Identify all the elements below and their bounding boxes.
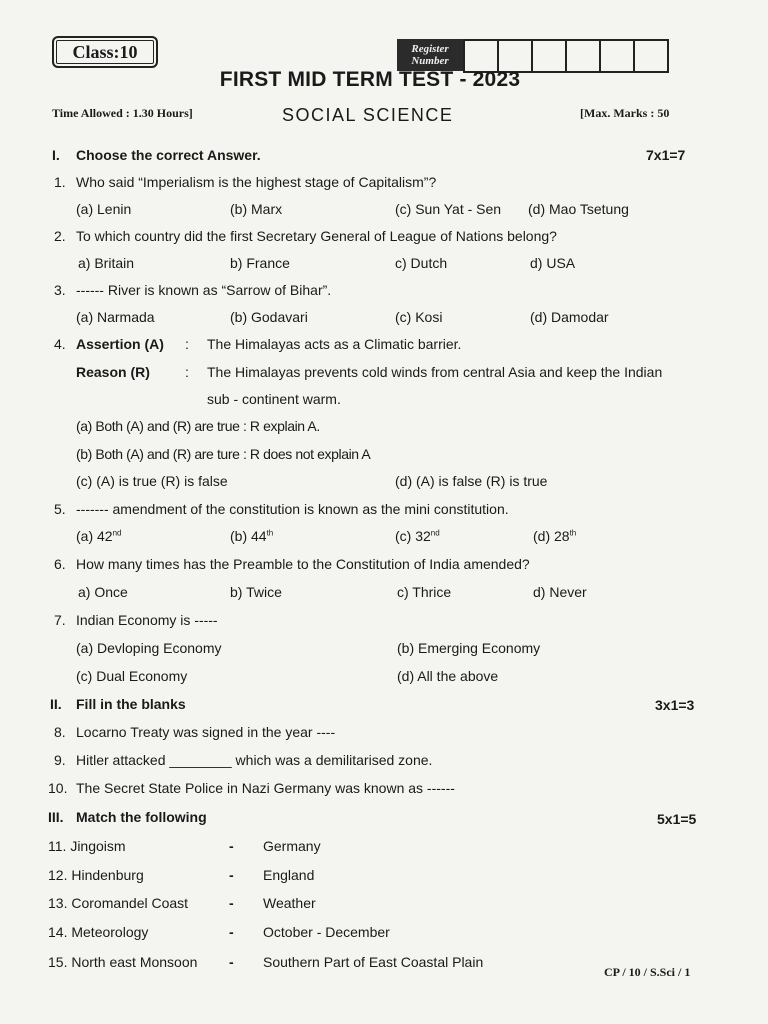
- section-3-title: Match the following: [76, 809, 207, 825]
- q6-option-c: c) Thrice: [397, 584, 452, 600]
- q4-assertion-label: Assertion (A): [76, 336, 164, 352]
- section-1-title: Choose the correct Answer.: [76, 147, 261, 163]
- match-right-item: Weather: [263, 895, 316, 911]
- register-cell: [463, 41, 497, 71]
- q2-number: 2.: [54, 228, 66, 244]
- q2-text: To which country did the first Secretary General of League of Nations belong?: [76, 228, 557, 244]
- match-dash: -: [229, 867, 234, 883]
- q9-number: 9.: [54, 752, 66, 768]
- q10-number: 10.: [48, 780, 68, 796]
- q2-option-a: a) Britain: [78, 255, 135, 271]
- q2-option-b: b) France: [230, 255, 290, 271]
- q7-option-c: (c) Dual Economy: [76, 668, 188, 684]
- q1-number: 1.: [54, 174, 66, 190]
- q1-option-b: (b) Marx: [230, 201, 283, 217]
- q7-option-b: (b) Emerging Economy: [397, 640, 541, 656]
- register-cell: [633, 41, 667, 71]
- match-left-item: 13. Coromandel Coast: [48, 895, 189, 911]
- q3-option-a: (a) Narmada: [76, 309, 155, 325]
- q1-option-a: (a) Lenin: [76, 201, 132, 217]
- q4-reason-label: Reason (R): [76, 364, 150, 380]
- match-right-item: England: [263, 867, 315, 883]
- q4-reason-colon: :: [185, 364, 189, 380]
- q9-text: Hitler attacked ________ which was a demilitarised zone.: [76, 752, 433, 768]
- q3-option-c: (c) Kosi: [395, 309, 443, 325]
- q7-option-d: (d) All the above: [397, 668, 499, 684]
- q10-text: The Secret State Police in Nazi Germany was known as ------: [76, 780, 455, 796]
- q3-text: ------ River is known as “Sarrow of Bihar”.: [76, 282, 332, 298]
- section-2-marks: 3x1=3: [655, 697, 695, 713]
- q7-text: Indian Economy is -----: [76, 612, 218, 628]
- class-label: Class:10: [72, 41, 138, 62]
- match-dash: -: [229, 924, 234, 940]
- section-3-number: III.: [48, 809, 64, 825]
- register-cell: [599, 41, 633, 71]
- q3-option-d: (d) Damodar: [530, 309, 609, 325]
- q8-text: Locarno Treaty was signed in the year ----: [76, 724, 336, 740]
- exam-title: FIRST MID TERM TEST - 2023: [219, 68, 521, 91]
- section-3-marks: 5x1=5: [657, 811, 697, 827]
- match-right-item: Germany: [263, 838, 321, 854]
- class-box: [52, 36, 158, 68]
- q4-option-c: (c) (A) is true (R) is false: [76, 473, 228, 489]
- subject-title: SOCIAL SCIENCE: [282, 105, 454, 125]
- q3-option-b: (b) Godavari: [230, 309, 308, 325]
- q7-number: 7.: [54, 612, 66, 628]
- match-right-item: Southern Part of East Coastal Plain: [263, 954, 484, 970]
- match-left-item: 11. Jingoism: [48, 838, 126, 854]
- q1-option-c: (c) Sun Yat - Sen: [395, 201, 502, 217]
- q4-reason-text: The Himalayas prevents cold winds from central Asia and keep the Indian: [207, 364, 663, 380]
- q5-option-c: (c) 32nd: [395, 528, 440, 544]
- time-allowed: Time Allowed : 1.30 Hours]: [52, 106, 193, 120]
- section-2-number: II.: [50, 696, 62, 712]
- q8-number: 8.: [54, 724, 66, 740]
- q5-option-d: (d) 28th: [533, 528, 577, 544]
- q4-number: 4.: [54, 336, 66, 352]
- q4-option-d: (d) (A) is false (R) is true: [395, 473, 548, 489]
- q5-option-a: (a) 42nd: [76, 528, 122, 544]
- q6-text: How many times has the Preamble to the Constitution of India amended?: [76, 556, 530, 572]
- register-cell: [531, 41, 565, 71]
- q4-option-b: (b) Both (A) and (R) are ture : R does not explain A: [76, 446, 371, 462]
- match-dash: -: [229, 838, 234, 854]
- match-left-item: 12. Hindenburg: [48, 867, 144, 883]
- q5-text: ------- amendment of the constitution is known as the mini constitution.: [76, 501, 509, 517]
- section-2-title: Fill in the blanks: [76, 696, 186, 712]
- q4-assertion-text: The Himalayas acts as a Climatic barrier.: [207, 336, 462, 352]
- q6-number: 6.: [54, 556, 66, 572]
- q4-assertion-colon: :: [185, 336, 189, 352]
- q3-number: 3.: [54, 282, 66, 298]
- q1-text: Who said “Imperialism is the highest stage of Capitalism”?: [76, 174, 437, 190]
- match-left-item: 15. North east Monsoon: [48, 954, 198, 970]
- q5-option-b: (b) 44th: [230, 528, 274, 544]
- q4-option-a: (a) Both (A) and (R) are true : R explain A.: [76, 418, 320, 434]
- match-left-item: 14. Meteorology: [48, 924, 149, 940]
- match-dash: -: [229, 895, 234, 911]
- q2-option-c: c) Dutch: [395, 255, 448, 271]
- register-number-label: Register Number: [397, 39, 463, 71]
- page-code: CP / 10 / S.Sci / 1: [604, 965, 691, 979]
- section-1-number: I.: [52, 147, 60, 163]
- section-1-marks: 7x1=7: [646, 147, 686, 163]
- q4-reason-text-2: sub - continent warm.: [207, 391, 341, 407]
- q6-option-d: d) Never: [533, 584, 587, 600]
- q6-option-b: b) Twice: [230, 584, 282, 600]
- q2-option-d: d) USA: [530, 255, 576, 271]
- register-cell: [565, 41, 599, 71]
- max-marks: [Max. Marks : 50: [580, 106, 670, 120]
- q6-option-a: a) Once: [78, 584, 128, 600]
- register-cell: [497, 41, 531, 71]
- q5-number: 5.: [54, 501, 66, 517]
- match-right-item: October - December: [263, 924, 390, 940]
- match-dash: -: [229, 954, 234, 970]
- q1-option-d: (d) Mao Tsetung: [528, 201, 629, 217]
- q7-option-a: (a) Devloping Economy: [76, 640, 222, 656]
